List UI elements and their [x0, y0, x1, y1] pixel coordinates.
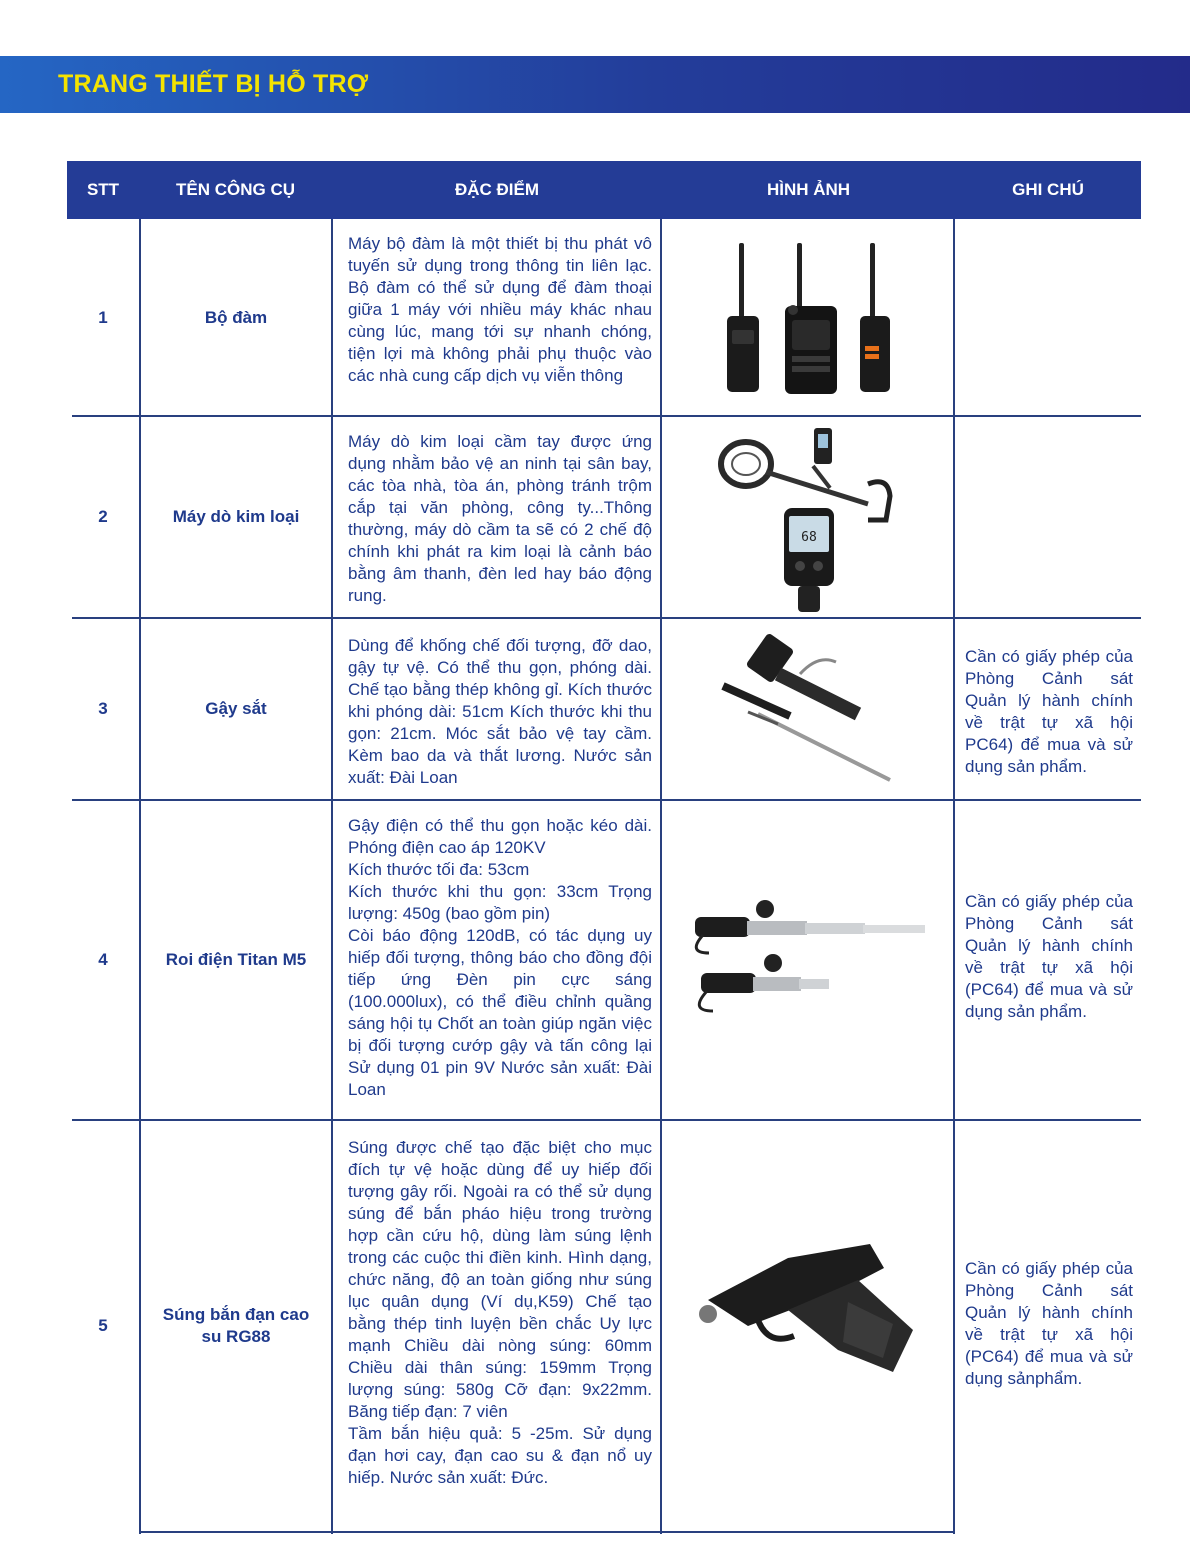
row-note: Cần có giấy phép của Phòng Cảnh sát Quản lý hành chính về trật tự xã hội PC64) để mua và sử dụng sản phẩm.	[965, 647, 1133, 776]
row-desc	[348, 1137, 652, 1489]
row-stt: 2	[98, 507, 108, 526]
stun-baton-image	[685, 895, 930, 1020]
row-note: Cần có giấy phép của Phòng Cảnh sát Quản lý hành chính về trật tự xã hội (PC64) để mua và sử dụng sảnphẩm.	[965, 1259, 1133, 1388]
table-header	[67, 161, 1141, 219]
header-note: GHI CHÚ	[1012, 180, 1084, 199]
row-desc	[348, 431, 652, 607]
pistol-image	[688, 1240, 923, 1375]
section-title: TRANG THIẾT BỊ HỖ TRỢ	[58, 70, 369, 98]
row-name: Bộ đàm	[204, 308, 268, 327]
desc-paragraph: Máy bộ đàm là một thiết bị thu phát vô tuyến sử dụng trong thông tin liên lạc. Bộ đàm có thể sử dụng để đàm thoại giữa 1 máy với nhiều máy khác nhau cùng lúc, mang tới sự nhanh chóng, tiện lợi mà không phải phụ thuộc vào các nhà cung cấp dịch vụ viễn thông	[348, 234, 652, 385]
row-name: Súng bắn đạn cao su RG88	[162, 1305, 310, 1346]
row-note: Cần có giấy phép của Phòng Cảnh sát Quản lý hành chính về trật tự xã hội (PC64) để mua và sử dụng sản phẩm.	[965, 892, 1133, 1021]
row-desc	[348, 233, 652, 387]
metal-detector-image	[718, 426, 908, 616]
row-desc	[348, 815, 652, 1101]
grid-line	[139, 1531, 955, 1533]
row-stt: 5	[98, 1316, 108, 1335]
row-name: Gậy sắt	[205, 699, 267, 718]
header-desc: ĐẶC ĐIỂM	[454, 180, 540, 199]
desc-paragraph: Tầm bắn hiệu quả: 5 -25m. Sử dụng đạn hơi cay, đạn cao su & đạn nổ uy hiếp. Nước sản xuất: Đức.	[348, 1424, 652, 1487]
section-banner	[0, 56, 1190, 113]
row-name: Roi điện Titan M5	[165, 950, 307, 969]
walkie-talkie-image	[715, 238, 905, 398]
desc-paragraph: Kích thước khi thu gọn: 33cm Trọng lượng: 450g (bao gồm pin)	[348, 882, 652, 923]
row-stt: 1	[98, 308, 108, 327]
header-stt: STT	[86, 180, 120, 199]
baton-image	[718, 634, 898, 784]
desc-paragraph: Súng được chế tạo đặc biệt cho mục đích tự vệ hoặc dùng để uy hiếp đối tượng gây rối. Ngoài ra có thể sử dụng súng để bắn pháo hiệu trong trường hợp cần cứu hộ, dùng làm súng lệnh trong các cuộc thi điền kinh. Hình dạng, chức năng, độ an toàn giống như súng lục quân dụng (Ví dụ,K59) Chế tạo bằng thép tinh luyện bền chắc Uy lực mạnh Chiều dài nòng súng: 60mm Chiều dài thân súng: 159mm Trọng lượng súng: 580g Cỡ đạn: 9x22mm. Băng tiếp đạn: 7 viên	[348, 1138, 652, 1421]
desc-paragraph: Dùng để khống chế đối tượng, đỡ dao, gậy tự vệ. Có thể thu gọn, phóng dài. Chế tạo bằng thép không gỉ. Kích thước khi phóng dài: 51cm Kích thước khi thu gọn: 21cm. Móc sắt bảo vệ tay cầm. Kèm bao da và thắt lương. Nước sản xuất: Đài Loan	[348, 636, 652, 787]
desc-paragraph: Gậy điện có thể thu gọn hoặc kéo dài. Phóng điện cao áp 120KV	[348, 816, 652, 857]
desc-paragraph: Kích thước tối đa: 53cm	[348, 860, 530, 879]
row-desc	[348, 635, 652, 789]
desc-paragraph: Máy dò kim loại cầm tay được ứng dụng nhằm bảo vệ an ninh tại sân bay, các tòa nhà, tòa án, phòng tránh trộm cắp tại văn phòng, công ty...Thông thường, máy dò cầm ta sẽ có 2 chế độ chính khi phát ra kim loại là cảnh báo bằng âm thanh, đèn led hay báo động rung.	[348, 432, 652, 605]
row-name: Máy dò kim loại	[172, 507, 300, 526]
row-stt: 4	[98, 950, 108, 969]
desc-paragraph: Còi báo động 120dB, có tác dụng uy hiếp đối tượng, thông báo cho đồng đội tiếp ứng Đèn pin cực sáng (100.000lux), có thể điều chỉnh quầng sáng hội tụ Chốt an toàn giúp ngăn việc bị đối tượng cướp gậy và tấn công lại Sử dụng 01 pin 9V Nước sản xuất: Đài Loan	[348, 926, 652, 1099]
row-stt: 3	[98, 699, 108, 718]
detector-screen-value: 68	[801, 530, 817, 545]
header-name: TÊN CÔNG CỤ	[176, 180, 295, 199]
header-image: HÌNH ẢNH	[766, 180, 851, 199]
